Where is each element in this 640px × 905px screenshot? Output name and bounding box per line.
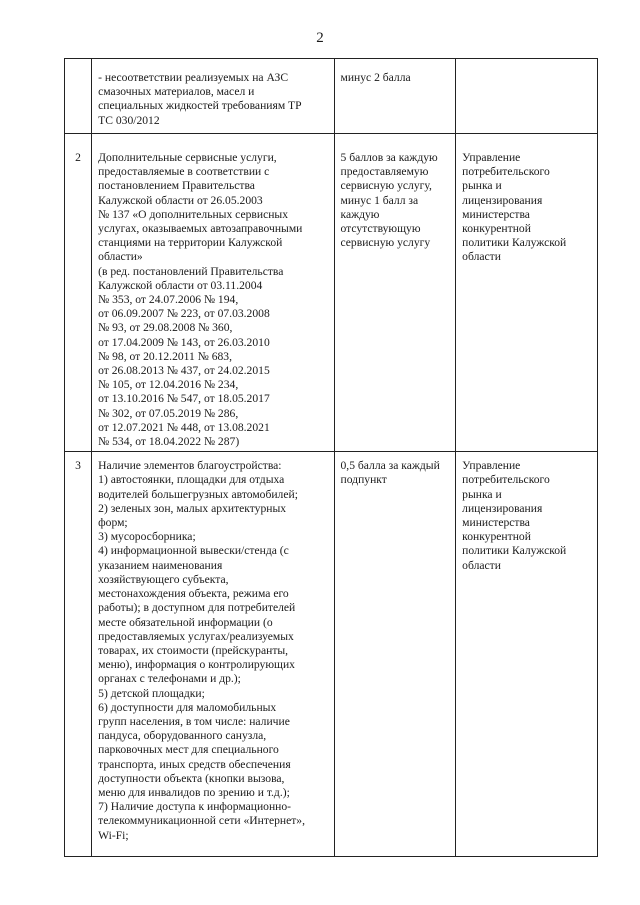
criterion-line: Wi-Fi; bbox=[98, 828, 129, 842]
criteria-table bbox=[64, 58, 598, 857]
criterion-description-cell bbox=[92, 452, 334, 857]
responsible-body-line: области bbox=[462, 250, 501, 264]
score-line: сервисную услугу, bbox=[340, 179, 432, 193]
criterion-description-cell bbox=[92, 59, 334, 134]
criterion-line: указанием наименования bbox=[98, 558, 223, 572]
criterion-line: № 534, от 18.04.2022 № 287) bbox=[98, 435, 240, 449]
criterion-line: водителей большегрузных автомобилей; bbox=[98, 487, 298, 501]
score-line: минус 2 балла bbox=[340, 71, 411, 84]
criterion-line: от 26.08.2013 № 437, от 24.02.2015 bbox=[98, 364, 270, 378]
table-row bbox=[65, 134, 598, 452]
score-line: отсутствующую bbox=[340, 222, 421, 236]
criterion-line: - несоответствии реализуемых на АЗС bbox=[98, 71, 289, 84]
criterion-line: хозяйствующего субъекта, bbox=[98, 572, 229, 586]
responsible-body-cell bbox=[456, 59, 598, 134]
criterion-line: области» bbox=[98, 250, 143, 264]
score-line: 0,5 балла за каждый bbox=[340, 459, 440, 473]
criterion-line: парковочных мест для специального bbox=[98, 743, 279, 757]
criterion-line: предоставляемые в соответствии с bbox=[98, 165, 270, 179]
score-line: 5 баллов за каждую bbox=[340, 151, 438, 164]
responsible-body-line: области bbox=[462, 558, 501, 572]
criterion-line: 4) информационной вывески/стенда (с bbox=[98, 544, 289, 558]
criterion-line: работы); в доступном для потребителей bbox=[98, 601, 296, 615]
criterion-line: Наличие элементов благоустройства: bbox=[98, 459, 282, 473]
criterion-line: специальных жидкостей требованиям ТР bbox=[98, 99, 302, 113]
responsible-body-line: потребительского bbox=[462, 165, 550, 179]
score-cell bbox=[334, 59, 456, 134]
criterion-line: телекоммуникационной сети «Интернет», bbox=[98, 814, 305, 828]
responsible-body-line: министерства bbox=[462, 516, 530, 530]
row-number-cell: 2 bbox=[65, 134, 92, 452]
criterion-line: № 302, от 07.05.2019 № 286, bbox=[98, 406, 239, 420]
criterion-line: месте обязательной информации (о bbox=[98, 615, 273, 629]
responsible-body-line: конкурентной bbox=[462, 222, 531, 236]
responsible-body-line: конкурентной bbox=[462, 530, 531, 544]
score-line: сервисную услугу bbox=[340, 236, 431, 250]
criterion-line: Дополнительные сервисные услуги, bbox=[98, 151, 277, 164]
score-line: подпункт bbox=[340, 473, 387, 487]
criterion-line: № 353, от 24.07.2006 № 194, bbox=[98, 293, 239, 307]
criterion-line: 7) Наличие доступа к информационно- bbox=[98, 800, 292, 814]
criterion-line: от 06.09.2007 № 223, от 07.03.2008 bbox=[98, 307, 270, 321]
criterion-line: постановлением Правительства bbox=[98, 179, 255, 193]
responsible-body-line: министерства bbox=[462, 207, 530, 221]
criterion-line: ТС 030/2012 bbox=[98, 113, 160, 127]
score-line: минус 1 балл за bbox=[340, 193, 419, 207]
criterion-line: транспорта, иных средств обеспечения bbox=[98, 757, 291, 771]
responsible-body-line: Управление bbox=[462, 151, 521, 164]
criterion-line: № 93, от 29.08.2008 № 360, bbox=[98, 321, 233, 335]
responsible-body-line: политики Калужской bbox=[462, 544, 567, 558]
criterion-line: 3) мусоросборника; bbox=[98, 530, 196, 544]
criterion-line: меню), информация о контролирующих bbox=[98, 658, 295, 672]
responsible-body-line: рынка и bbox=[462, 487, 502, 501]
criterion-line: меню для инвалидов по зрению и т.д.); bbox=[98, 785, 290, 799]
criterion-line: местонахождения объекта, режима его bbox=[98, 587, 289, 601]
criterion-line: смазочных материалов, масел и bbox=[98, 85, 255, 99]
score-cell bbox=[334, 134, 456, 452]
table-row bbox=[65, 452, 598, 857]
responsible-body-line: лицензирования bbox=[462, 501, 543, 515]
responsible-body-line: рынка и bbox=[462, 179, 502, 193]
criterion-description-cell bbox=[92, 134, 334, 452]
criterion-line: Калужской области от 03.11.2004 bbox=[98, 278, 263, 292]
criterion-line: станциями на территории Калужской bbox=[98, 236, 283, 250]
criterion-line: Калужской области от 26.05.2003 bbox=[98, 193, 263, 207]
criterion-line: 1) автостоянки, площадки для отдыха bbox=[98, 473, 285, 487]
criterion-line: пандуса, оборудованного санузла, bbox=[98, 729, 267, 743]
criterion-line: доступности объекта (кнопки вызова, bbox=[98, 771, 285, 785]
criterion-line: 6) доступности для маломобильных bbox=[98, 700, 277, 714]
table-row bbox=[65, 59, 598, 134]
responsible-body-line: политики Калужской bbox=[462, 236, 567, 250]
score-cell bbox=[334, 452, 456, 857]
page-number: 2 bbox=[316, 30, 324, 46]
responsible-body-line: лицензирования bbox=[462, 193, 543, 207]
score-line: предоставляемую bbox=[340, 165, 429, 179]
criterion-line: (в ред. постановлений Правительства bbox=[98, 264, 284, 278]
responsible-body-line: Управление bbox=[462, 459, 521, 473]
criterion-line: товарах, их стоимости (прейскуранты, bbox=[98, 643, 289, 657]
row-number-cell bbox=[65, 59, 92, 134]
responsible-body-cell bbox=[456, 452, 598, 857]
responsible-body-cell bbox=[456, 134, 598, 452]
criterion-line: форм; bbox=[98, 516, 128, 530]
criterion-line: от 13.10.2016 № 547, от 18.05.2017 bbox=[98, 392, 270, 406]
criterion-line: услугах, оказываемых автозаправочными bbox=[98, 222, 303, 236]
criterion-line: органах с телефонами и др.); bbox=[98, 672, 241, 686]
criterion-line: 5) детской площадки; bbox=[98, 686, 205, 700]
criterion-line: групп населения, в том числе: наличие bbox=[98, 714, 290, 728]
row-number-cell: 3 bbox=[65, 452, 92, 857]
criterion-line: от 17.04.2009 № 143, от 26.03.2010 bbox=[98, 335, 270, 349]
responsible-body-line: потребительского bbox=[462, 473, 550, 487]
criterion-line: 2) зеленых зон, малых архитектурных bbox=[98, 501, 287, 515]
criterion-line: № 137 «О дополнительных сервисных bbox=[98, 207, 289, 221]
criterion-line: № 98, от 20.12.2011 № 683, bbox=[98, 349, 232, 363]
criterion-line: предоставляемых услугах/реализуемых bbox=[98, 629, 294, 643]
score-line: каждую bbox=[340, 207, 380, 221]
criterion-line: от 12.07.2021 № 448, от 13.08.2021 bbox=[98, 420, 270, 434]
criterion-line: № 105, от 12.04.2016 № 234, bbox=[98, 378, 239, 392]
